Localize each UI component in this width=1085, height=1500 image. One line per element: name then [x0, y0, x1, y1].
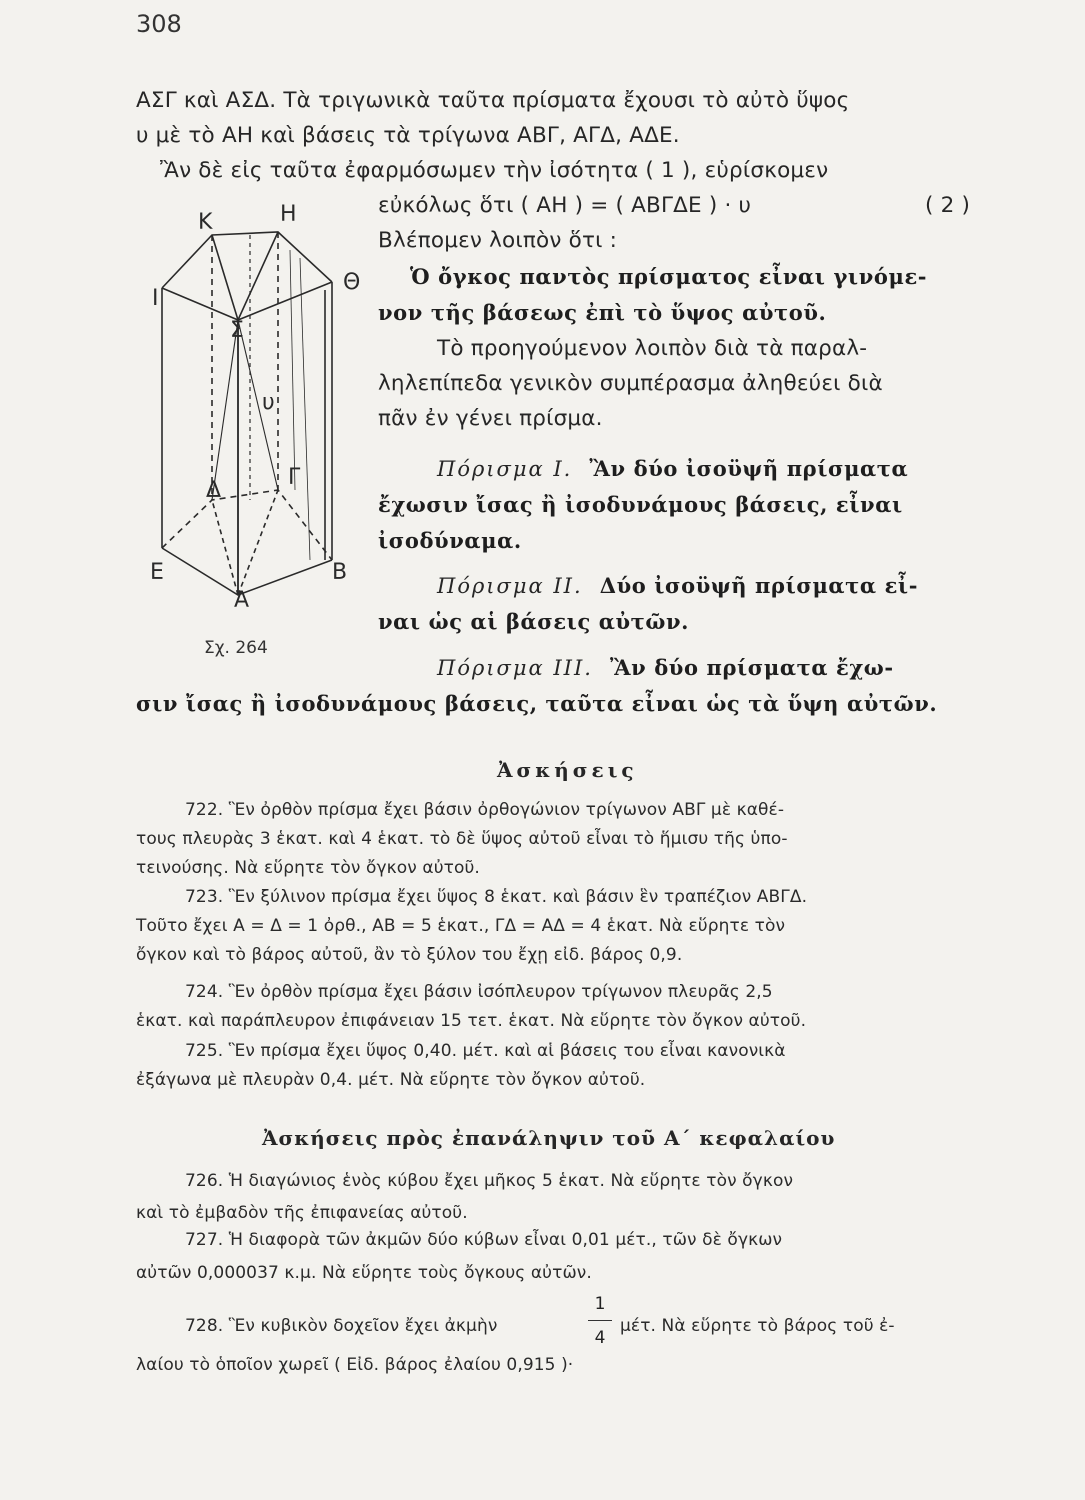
corollary-text: Δύο ἰσοϋψῆ πρίσματα εἶ- [599, 573, 919, 598]
exercise-line: 728. Ἓν κυβικὸν δοχεῖον ἔχει ἀκμὴν [185, 1316, 498, 1336]
section-heading: Ἀσκήσεις [497, 758, 638, 782]
exercise-line: ἐξάγωνα μὲ πλευρὰν 0,4. μέτ. Νὰ εὕρητε τὸν ὄγκον αὐτοῦ. [136, 1070, 646, 1090]
corollary-3 [437, 657, 894, 680]
exercise-line: ἑκατ. καὶ παράπλευρον ἐπιφάνειαν 15 τετ. ἑκατ. Νὰ εὕρητε τὸν ὄγκον αὐτοῦ. [136, 1011, 807, 1031]
text-line: Ἂν δὲ εἰς ταῦτα ἐφαρμόσωμεν τὴν ἰσότητα ( 1 ), εὑρίσκομεν [160, 158, 829, 183]
corollary-2 [437, 575, 918, 598]
vertex-label-B: Β [332, 560, 348, 585]
text-line: ληλεπίπεδα γενικὸν συμπέρασμα ἀληθεύει διὰ [378, 371, 883, 396]
exercise-line: 727. Ἡ διαφορὰ τῶν ἀκμῶν δύο κύβων εἶναι 0,01 μέτ., τῶν δὲ ὄγκων [185, 1230, 783, 1250]
fraction-numerator: 1 [594, 1294, 606, 1314]
text-line: ΑΣΓ καὶ ΑΣΔ. Τὰ τριγωνικὰ ταῦτα πρίσματα ἔχουσι τὸ αὐτὸ ὕψος [136, 88, 850, 113]
corollary-text: Ἂν δύο ἰσοϋψῆ πρίσματα [589, 456, 909, 481]
vertex-label-Theta: Θ [343, 270, 361, 295]
prism-drawing [140, 200, 370, 660]
fraction-denominator: 4 [594, 1328, 606, 1348]
corollary-label: Πόρισμα II. [437, 574, 583, 598]
figure-caption: Σχ. 264 [204, 638, 268, 658]
equation-number: ( 2 ) [925, 193, 971, 218]
exercise-line: 723. Ἓν ξύλινον πρίσμα ἔχει ὕψος 8 ἑκατ. καὶ βάσιν ἓν τραπέζιον ΑΒΓΔ. [185, 887, 808, 907]
vertex-label-K: Κ [198, 210, 213, 235]
corollary-text: σιν ἴσας ἢ ἰσοδυνάμους βάσεις, ταῦτα εἶναι ὡς τὰ ὕψη αὐτῶν. [136, 691, 938, 716]
page-number: 308 [136, 10, 182, 38]
exercise-line: 724. Ἓν ὀρθὸν πρίσμα ἔχει βάσιν ἰσόπλευρον τρίγωνον πλευρᾶς 2,5 [185, 982, 773, 1002]
corollary-1 [437, 458, 908, 481]
text-line: Βλέπομεν λοιπὸν ὅτι : [378, 228, 618, 253]
theorem-line: Ὁ ὄγκος παντὸς πρίσματος εἶναι γινόμε- [410, 264, 928, 289]
vertex-label-Gamma: Γ [288, 465, 301, 490]
exercise-line: Τοῦτο ἔχει Α = Δ = 1 ὀρθ., ΑΒ = 5 ἑκατ., ΓΔ = ΑΔ = 4 ἑκατ. Νὰ εὕρητε τὸν [136, 916, 786, 936]
vertex-label-Sigma: Σ [230, 318, 244, 343]
exercise-line: καὶ τὸ ἐμβαδὸν τῆς ἐπιφανείας αὐτοῦ. [136, 1203, 468, 1223]
section-heading: Ἀσκήσεις πρὸς ἐπανάληψιν τοῦ Α΄ κεφαλαίου [262, 1126, 836, 1150]
vertex-label-H: Η [280, 202, 297, 227]
exercise-line: λαίου τὸ ὁποῖον χωρεῖ ( Εἰδ. βάρος ἐλαίου 0,915 )· [136, 1355, 574, 1375]
exercise-line: αὐτῶν 0,000037 κ.μ. Νὰ εὕρητε τοὺς ὄγκους αὐτῶν. [136, 1263, 592, 1283]
exercise-line: 725. Ἓν πρίσμα ἔχει ὕψος 0,40. μέτ. καὶ αἱ βάσεις του εἶναι κανονικὰ [185, 1041, 786, 1061]
corollary-text: ἰσοδύναμα. [378, 528, 522, 553]
exercise-line: ὄγκον καὶ τὸ βάρος αὐτοῦ, ἂν τὸ ξύλον του ἔχῃ εἰδ. βάρος 0,9. [136, 945, 683, 965]
equation-line: εὐκόλως ὅτι ( ΑΗ ) = ( ΑΒΓΔΕ ) · υ [378, 193, 752, 218]
exercise-line: τεινούσης. Νὰ εὕρητε τὸν ὄγκον αὐτοῦ. [136, 858, 480, 878]
corollary-text: Ἂν δύο πρίσματα ἔχω- [609, 655, 894, 680]
vertex-label-Delta: Δ [206, 478, 222, 503]
exercise-line: 722. Ἓν ὀρθὸν πρίσμα ἔχει βάσιν ὀρθογώνιον τρίγωνον ΑΒΓ μὲ καθέ- [185, 800, 785, 820]
label-upsilon: υ [262, 390, 275, 415]
vertex-label-I: I [152, 286, 159, 311]
vertex-label-E: Ε [150, 560, 164, 585]
corollary-label: Πόρισμα III. [437, 656, 593, 680]
corollary-text: ναι ὡς αἱ βάσεις αὐτῶν. [378, 609, 690, 634]
prism-figure [140, 200, 370, 660]
corollary-text: ἔχωσιν ἴσας ἢ ἰσοδυνάμους βάσεις, εἶναι [378, 492, 903, 517]
fraction-bar [588, 1320, 612, 1321]
vertex-label-A: Α [234, 588, 250, 613]
corollary-label: Πόρισμα I. [437, 457, 573, 481]
text-line: υ μὲ τὸ ΑΗ καὶ βάσεις τὰ τρίγωνα ΑΒΓ, ΑΓΔ, ΑΔΕ. [136, 123, 680, 148]
exercise-line: τους πλευρὰς 3 ἑκατ. καὶ 4 ἑκατ. τὸ δὲ ὕψος αὐτοῦ εἶναι τὸ ἥμισυ τῆς ὑπο- [136, 829, 788, 849]
exercise-line: μέτ. Νὰ εὕρητε τὸ βάρος τοῦ ἐ- [620, 1316, 895, 1336]
text-line: Τὸ προηγούμενον λοιπὸν διὰ τὰ παραλ- [437, 336, 868, 361]
exercise-line: 726. Ἡ διαγώνιος ἑνὸς κύβου ἔχει μῆκος 5 ἑκατ. Νὰ εὕρητε τὸν ὄγκον [185, 1171, 794, 1191]
theorem-line: νον τῆς βάσεως ἐπὶ τὸ ὕψος αὐτοῦ. [378, 300, 827, 325]
text-line: πᾶν ἐν γένει πρίσμα. [378, 406, 603, 431]
